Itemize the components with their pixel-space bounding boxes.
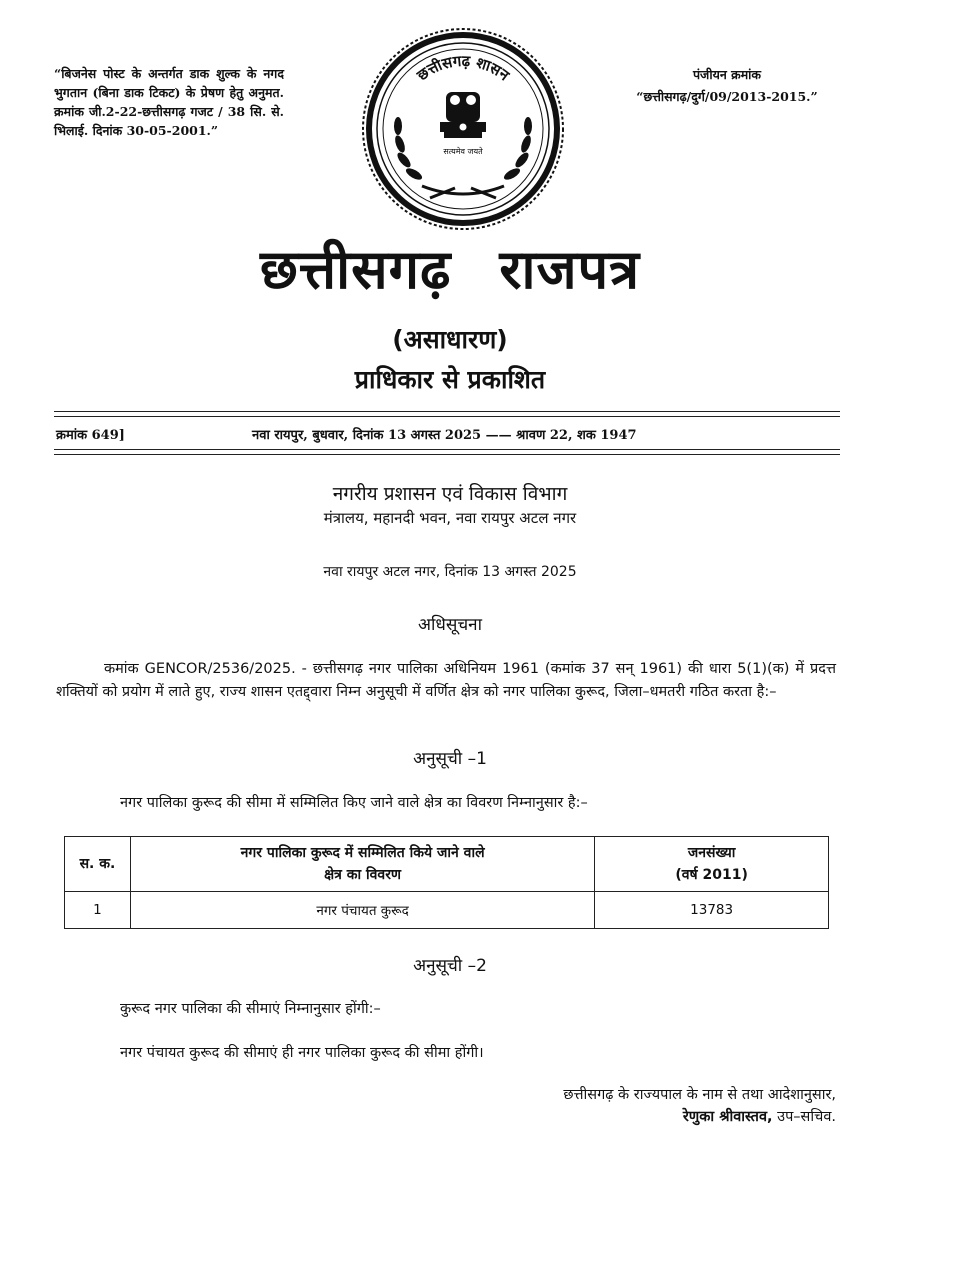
- notice-date: नवा रायपुर अटल नगर, दिनांक 13 अगस्त 2025: [323, 564, 577, 580]
- schedule-2-title: अनुसूची –2: [413, 956, 487, 976]
- signatory-designation: उप–सचिव.: [772, 1109, 836, 1125]
- cell-population: 13783: [595, 892, 829, 929]
- top-rule-2: [54, 416, 840, 417]
- cell-serial-no: 1: [65, 892, 131, 929]
- signatory-name: रेणुका श्रीवास्तव,: [682, 1109, 773, 1125]
- header-area-line-1: नगर पालिका कुरूद में सम्मिलित किये जाने वाले: [240, 845, 485, 861]
- schedule-1-table: [64, 836, 829, 929]
- emblem-top-text: छत्तीसगढ़ शासन: [413, 51, 513, 85]
- header-area-line-2: क्षेत्र का विवरण: [324, 867, 402, 883]
- gazette-title: [0, 230, 900, 304]
- schedule-2-line-1: कुरूद नगर पालिका की सीमाएं निम्नानुसार होंगी:–: [120, 1001, 381, 1017]
- issue-date-line: नवा रायपुर, बुधवार, दिनांक 13 अगस्त 2025 —— श्रावण 22, शक 1947: [252, 428, 637, 443]
- department-address: मंत्रालय, महानदी भवन, नवा रायपुर अटल नगर: [323, 509, 577, 527]
- notification-body: कमांक GENCOR/2536/2025. - छत्तीसगढ़ नगर पालिका अधिनियम 1961 (कमांक 37 सन् 1961) की धारा 5(1)(क) में प्रदत्त शक्तियों को प्रयोग में लाते हुए, राज्य शासन एतद्द्वारा निम्न अनुसूची में वर्णित क्षेत्र को नगर पालिका कुरूद, जिला–धमतरी गठित करता है:–: [56, 661, 836, 700]
- registration-block: [616, 64, 838, 108]
- header-serial-no: स. क.: [65, 837, 131, 892]
- issue-number: क्रमांक 649]: [56, 428, 125, 443]
- notification-heading: अधिसूचना: [418, 615, 482, 635]
- header-population: [595, 837, 829, 892]
- bottom-rule-2: [54, 454, 840, 455]
- title-part-2: राजपत्र: [499, 238, 641, 301]
- emblem-motto: सत्यमेव जयते: [443, 147, 483, 156]
- registration-number: “छत्तीसगढ़/दुर्ग/09/2013-2015.”: [636, 89, 818, 104]
- schedule-2-line-2: नगर पंचायत कुरूद की सीमाएं ही नगर पालिका कुरूद की सीमा होंगी।: [120, 1045, 484, 1061]
- table-header-row: [65, 837, 829, 892]
- signature-authority-line: छत्तीसगढ़ के राज्यपाल के नाम से तथा आदेशानुसार,: [563, 1087, 836, 1103]
- header-area-description: [130, 837, 594, 892]
- table-row: [65, 892, 829, 929]
- published-by-authority: प्राधिकार से प्रकाशित: [354, 365, 546, 394]
- top-rule-1: [54, 411, 840, 412]
- department-name: नगरीय प्रशासन एवं विकास विभाग: [332, 483, 568, 505]
- header-population-line-2: (वर्ष 2011): [675, 867, 748, 883]
- schedule-1-intro: नगर पालिका कुरूद की सीमा में सम्मिलित किए जाने वाले क्षेत्र का विवरण निम्नानुसार है:–: [120, 795, 588, 811]
- postal-note: “बिजनेस पोस्ट के अन्तर्गत डाक शुल्क के नगद भुगतान (बिना डाक टिकट) के प्रेषण हेतु अनुमत. क्रमांक जी.2-22-छत्तीसगढ़ गजट / 38 सि. से. भिलाई. दिनांक 30-05-2001.”: [54, 66, 284, 138]
- header-population-line-1: जनसंख्या: [687, 845, 736, 861]
- title-part-1: छत्तीसगढ़: [259, 238, 452, 301]
- registration-label: पंजीयन क्रमांक: [692, 67, 762, 82]
- cell-area: नगर पंचायत कुरूद: [130, 892, 594, 929]
- bottom-rule-1: [54, 449, 840, 450]
- schedule-1-title: अनुसूची –1: [413, 749, 487, 769]
- state-emblem-seal: [360, 26, 566, 232]
- extraordinary-label: (असाधारण): [392, 325, 508, 354]
- lion-capital-icon: [440, 92, 486, 138]
- signature-block: [456, 1106, 836, 1126]
